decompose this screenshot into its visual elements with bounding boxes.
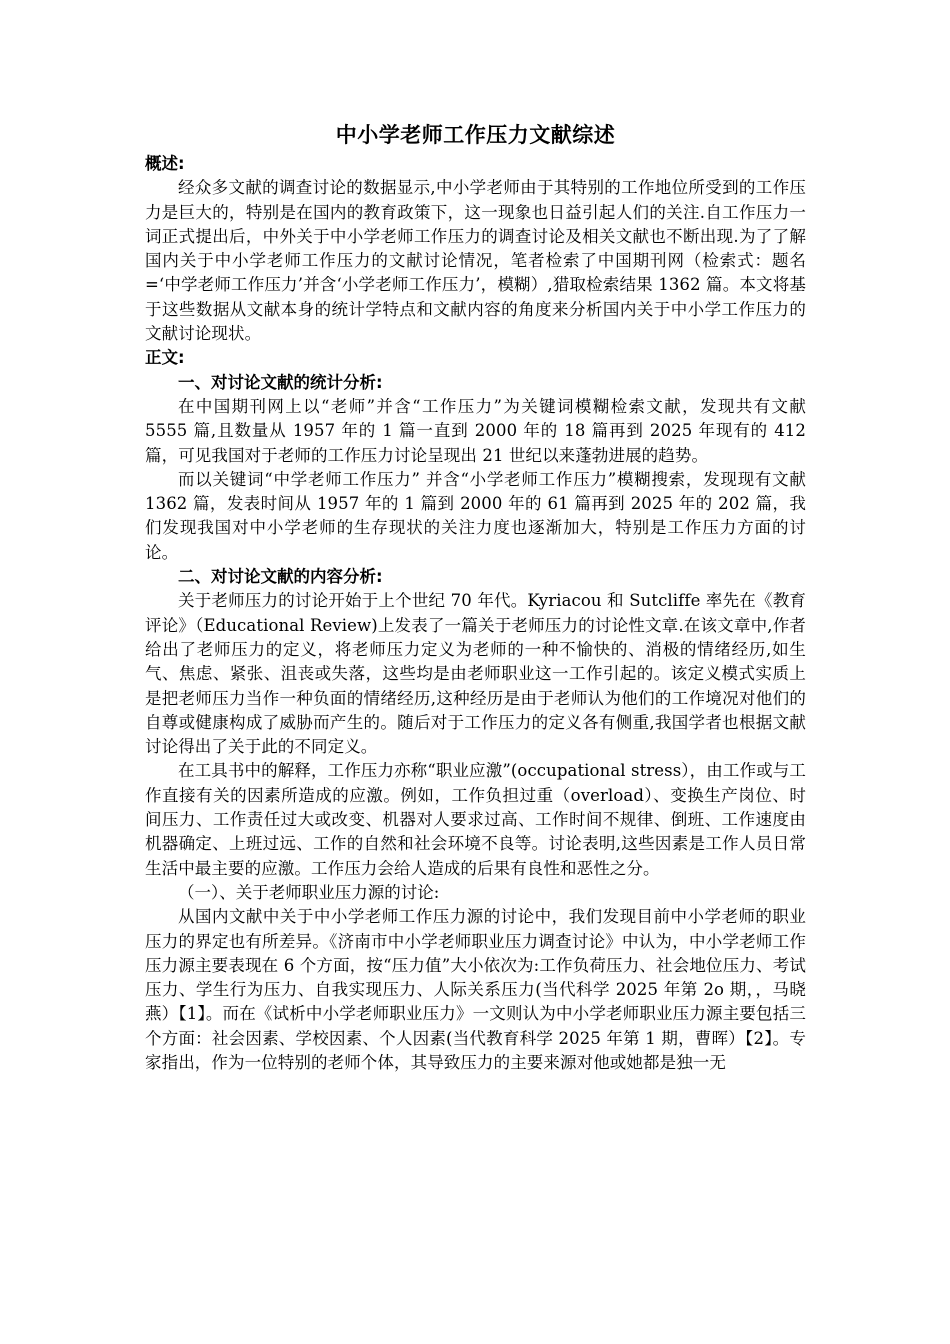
section-1-paragraph: 而以关键词“中学老师工作压力” 并含“小学老师工作压力”模糊搜索，发现现有文献 1362 篇，发表时间从 1957 年的 1 篇到 2000 年的 61 篇再到 2025 年的 202 篇，我们发现我国对中小学老师的生存现状的关注力度也逐渐加大，特别是工作压力方面的讨论。 — [145, 469, 806, 562]
section-2-paragraph: 关于老师压力的讨论开始于上个世纪 70 年代。Kyriacou 和 Sutcliffe 率先在《教育评论》（Educational Review)上发表了一篇关于老师压力的讨论性文章.在该文章中,作者给出了老师压力的定义，将老师压力定义为老师的一种不愉快的、消极的情绪经历,如生气、焦虑、紧张、沮丧或失落，这些均是由老师职业这一工作引起的。该定义模式实质上是把老师压力当作一种负面的情绪经历,这种经历是由于老师认为他们的工作境况对他们的自尊或健康构成了威胁而产生的。随后对于工作压力的定义各有侧重,我国学者也根据文献讨论得出了关于此的不同定义。 — [145, 591, 806, 757]
section-2-heading: 二、对讨论文献的内容分析: — [178, 567, 383, 587]
section-1-paragraph: 在中国期刊网上以“老师”并含“工作压力”为关键词模糊检索文献，发现共有文献 5555 篇,且数量从 1957 年的 1 篇一直到 2000 年的 18 篇再到 2025 年现有的 412 篇，可见我国对于老师的工作压力讨论呈现出 21 世纪以来蓬勃进展的趋势。 — [145, 396, 806, 465]
section-2-paragraph: 在工具书中的解释，工作压力亦称“职业应激”(occupational stress），由工作或与工作直接有关的因素所造成的应激。例如，工作负担过重（overload）、变换生产岗位、时间压力、工作责任过大或改变、机器对人要求过高、工作时间不规律、倒班、工作速度由机器确定、上班过远、工作的自然和社会环境不良等。讨论表明,这些因素是工作人员日常生活中最主要的应激。工作压力会给人造成的后果有良性和恶性之分。 — [145, 761, 806, 878]
subsection-1-heading: （一）、关于老师职业压力源的讨论: — [178, 882, 440, 902]
body-heading: 正文: — [145, 348, 185, 368]
abstract-heading: 概述: — [145, 154, 185, 173]
document-title: 中小学老师工作压力文献综述 — [335, 123, 616, 147]
abstract-paragraph: 经众多文献的调查讨论的数据显示,中小学老师由于其特别的工作地位所受到的工作压力是巨大的，特别是在国内的教育政策下，这一现象也日益引起人们的关注.自工作压力一词正式提出后，中外关于中小学老师工作压力的调查讨论及相关文献也不断出现.为了了解国内关于中小学老师工作压力的文献讨论情况，笔者检索了中国期刊网（检索式：题名=‘中学老师工作压力’并含‘小学老师工作压力’，模糊）,猎取检索结果 1362 篇。本文将基于这些数据从文献本身的统计学特点和文献内容的角度来分析国内关于中小学工作压力的文献讨论现状。 — [145, 178, 806, 344]
subsection-1-paragraph: 从国内文献中关于中小学老师工作压力源的讨论中，我们发现目前中小学老师的职业压力的界定也有所差异。《济南市中小学老师职业压力调查讨论》中认为，中小学老师工作压力源主要表现在 6 个方面，按“压力值”大小依次为:工作负荷压力、社会地位压力、考试压力、学生行为压力、自我实现压力、人际关系压力(当代科学 2025 年第 2o 期，，马晓燕）【1】。而在《试析中小学老师职业压力》一文则认为中小学老师职业压力源主要包括三个方面：社会因素、学校因素、个人因素(当代教育科学 2025 年第 1 期，曹晖）【2】。专家指出，作为一位特别的老师个体，其导致压力的主要来源对他或她都是独一无 — [145, 907, 806, 1072]
document-page — [145, 118, 806, 1075]
section-1-heading: 一、对讨论文献的统计分析: — [178, 372, 383, 392]
